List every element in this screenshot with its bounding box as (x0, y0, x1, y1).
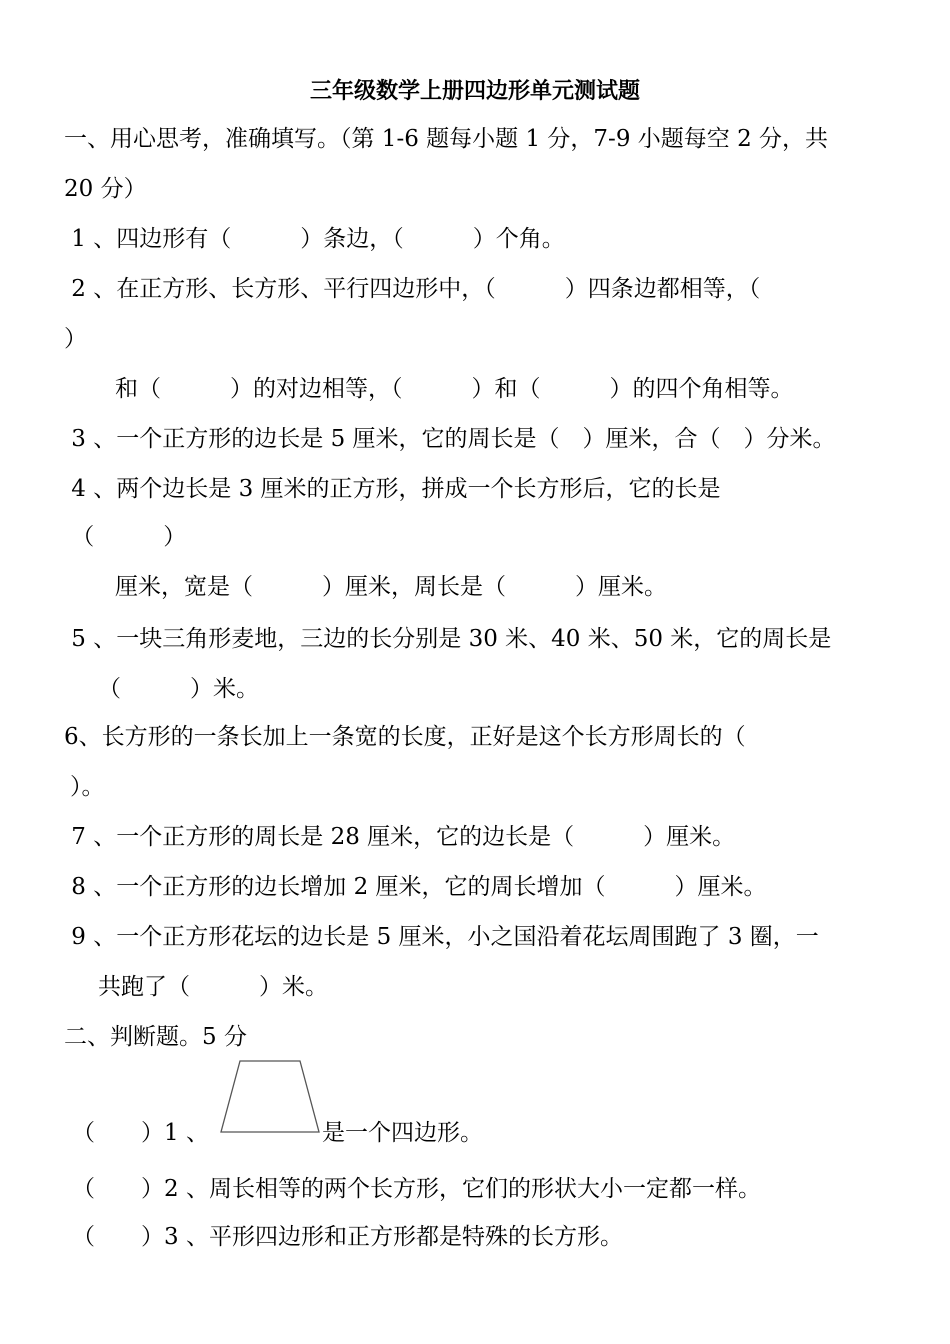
question-5-cont: （ ）米。 (98, 676, 259, 702)
question-7: 7 、一个正方形的周长是 28 厘米，它的边长是（ ）厘米。 (64, 824, 736, 850)
judge-2: （ ）2 、周长相等的两个长方形，它们的形状大小一定都一样。 (72, 1176, 761, 1202)
page-title: 三年级数学上册四边形单元测试题 (309, 78, 640, 104)
question-6: 6、长方形的一条长加上一条宽的长度，正好是这个长方形周长的（ (64, 724, 746, 750)
section1-heading-cont: 20 分） (64, 176, 147, 202)
judge-3: （ ）3 、平形四边形和正方形都是特殊的长方形。 (72, 1224, 623, 1250)
question-4-cont2: 厘米，宽是（ ）厘米，周长是（ ）厘米。 (115, 574, 667, 600)
question-4-cont: （ ） (64, 524, 187, 550)
question-2: 2 、在正方形、长方形、平行四边形中，（ ）四条边都相等，（ (64, 276, 761, 302)
section2-heading: 二、判断题。5 分 (64, 1024, 247, 1050)
question-5: 5 、一块三角形麦地，三边的长分别是 30 米、40 米、50 米，它的周长是 (64, 626, 832, 652)
judge-1-prefix: （ ）1 、 (72, 1120, 209, 1146)
question-8: 8 、一个正方形的边长增加 2 厘米，它的周长增加（ ）厘米。 (64, 874, 767, 900)
trapezoid-figure (218, 1058, 322, 1136)
question-9-cont: 共跑了（ ）米。 (98, 974, 328, 1000)
question-3: 3 、一个正方形的边长是 5 厘米，它的周长是（ ）厘米，合（ ）分米。 (64, 426, 836, 452)
question-2-cont2: 和（ ）的对边相等，（ ）和（ ）的四个角相等。 (115, 376, 794, 402)
question-6-cont: ）。 (70, 774, 105, 800)
question-4: 4 、两个边长是 3 厘米的正方形，拼成一个长方形后，它的长是 (64, 476, 721, 502)
section1-heading: 一、用心思考，准确填写。（第 1-6 题每小题 1 分，7-9 小题每空 2 分，共 (64, 126, 829, 152)
question-2-cont: ） (64, 326, 87, 352)
question-9: 9 、一个正方形花坛的边长是 5 厘米，小之国沿着花坛周围跑了 3 圈，一 (64, 924, 819, 950)
judge-1-suffix: 是一个四边形。 (322, 1120, 483, 1146)
question-1: 1 、四边形有（ ）条边，（ ）个角。 (64, 226, 565, 252)
